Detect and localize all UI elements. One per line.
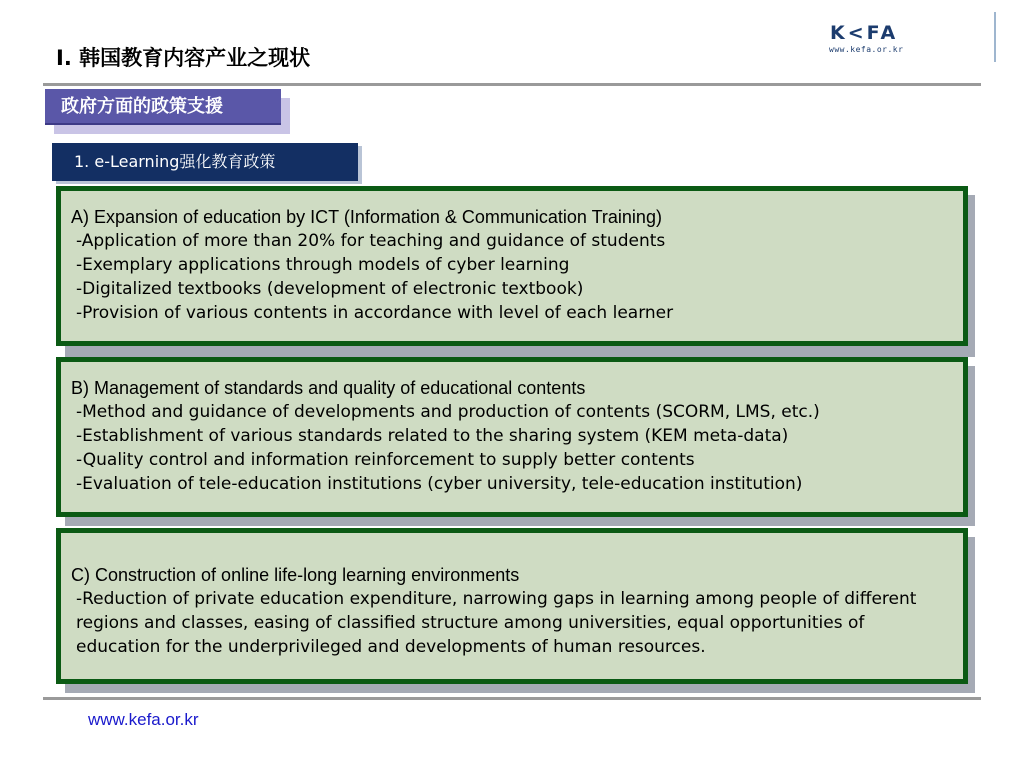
- box-a-line: -Provision of various contents in accordance with level of each learner: [76, 303, 674, 323]
- box-a-line: -Application of more than 20% for teaching and guidance of students: [76, 231, 666, 251]
- box-a: [56, 186, 968, 346]
- box-b-line: -Evaluation of tele-education institutions (cyber university, tele-education institution): [76, 474, 803, 494]
- box-b-line: -Quality control and information reinforcement to supply better contents: [76, 450, 695, 470]
- box-a-line: -Exemplary applications through models of cyber learning: [76, 255, 570, 275]
- box-a-heading: A) Expansion of education by ICT (Information & Communication Training): [71, 207, 662, 227]
- top-divider: [43, 83, 981, 86]
- box-c-heading: C) Construction of online life-long learning environments: [71, 565, 520, 585]
- section-tag: 政府方面的政策支援: [45, 89, 281, 125]
- box-a-line: -Digitalized textbooks (development of electronic textbook): [76, 279, 584, 299]
- box-c: [56, 528, 968, 684]
- sub-tag: 1. e-Learning强化教育政策: [52, 143, 358, 181]
- kefa-logo: K<FA: [830, 22, 899, 44]
- box-b: [56, 357, 968, 517]
- box-b-line: -Method and guidance of developments and production of contents (SCORM, LMS, etc.): [76, 402, 820, 422]
- box-b-heading: B) Management of standards and quality of educational contents: [71, 378, 586, 398]
- footer-url-link[interactable]: www.kefa.or.kr: [88, 710, 199, 729]
- bottom-divider: [43, 697, 981, 700]
- box-b-line: -Establishment of various standards related to the sharing system (KEM meta-data): [76, 426, 789, 446]
- logo-url: www.kefa.or.kr: [829, 45, 904, 54]
- box-c-line: -Reduction of private education expenditure, narrowing gaps in learning among people of different regions and classes, easing of classified structure among universities, equal opportunities of education for the underprivileged and developments of human resources.: [76, 589, 917, 657]
- page-title: Ⅰ. 韩国教育内容产业之现状: [56, 46, 311, 70]
